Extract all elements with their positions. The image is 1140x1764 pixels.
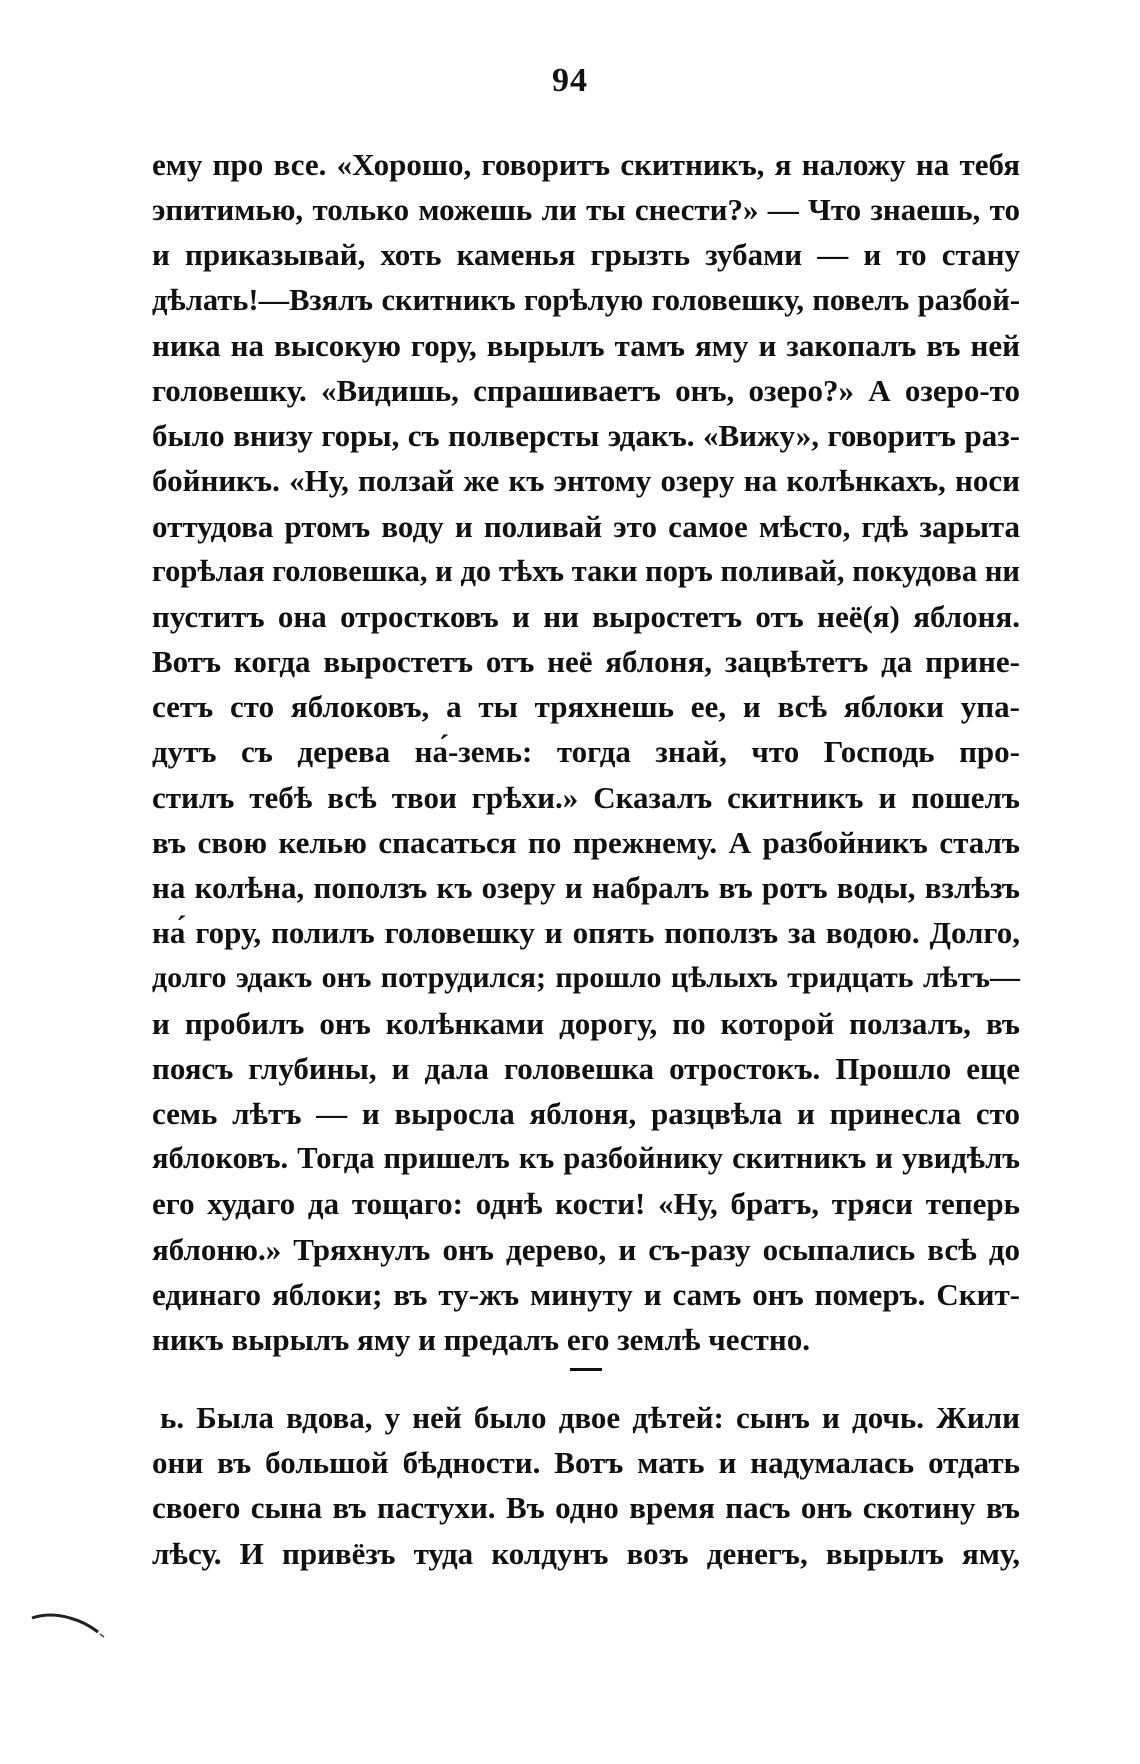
margin-scribble-mark: [30, 1610, 110, 1640]
section-separator: [570, 1368, 602, 1371]
paragraph-widow-story: [152, 1395, 1020, 1576]
text-line: ь. Была вдова, у ней было двое дѣтей: сынъ и дочь. Жили: [160, 1400, 1020, 1435]
page-number: 94: [552, 62, 588, 99]
text-line: было внизу горы, съ полверсты эдакъ. «Вижу», говоритъ раз-: [152, 418, 1020, 454]
text-line: яблоковъ. Тогда пришелъ къ разбойнику скитникъ и увидѣлъ: [152, 1141, 1020, 1176]
text-line: стилъ тебѣ всѣ твои грѣхи.» Сказалъ скитникъ и пошелъ: [152, 779, 1020, 815]
text-line: пуститъ она отростковъ и ни выростетъ отъ неё(я) яблоня.: [152, 598, 1020, 634]
text-line: ему про все. «Хорошо, говоритъ скитникъ, я наложу на тебя: [152, 147, 1020, 182]
text-line: ника на высокую гору, вырылъ тамъ яму и закопалъ въ ней: [152, 327, 1020, 363]
text-line: долго эдакъ онъ потрудился; прошло цѣлыхъ тридцать лѣтъ—: [152, 961, 1020, 995]
text-line: семь лѣтъ — и выросла яблоня, разцвѣла и принесла сто: [152, 1095, 1020, 1131]
text-line: его худаго да тощаго: однѣ кости! «Ну, братъ, тряси теперь: [152, 1186, 1020, 1222]
text-line: никъ вырылъ яму и предалъ его землѣ честно.: [152, 1321, 810, 1357]
text-line: своего сына въ пастухи. Въ одно время пасъ онъ скотину въ: [152, 1490, 1020, 1526]
text-line: лѣсу. И привёзъ туда колдунъ возъ денегъ, вырылъ яму,: [152, 1535, 1020, 1571]
text-line: Вотъ когда выростетъ отъ неё яблоня, зацвѣтетъ да прине-: [152, 644, 1020, 680]
text-line: на колѣна, поползъ къ озеру и набралъ въ ротъ воды, взлѣзъ: [152, 870, 1020, 905]
text-line: на́ гору, полилъ головешку и опять поползъ за водою. Долго,: [152, 915, 1020, 951]
text-line: единаго яблоки; въ ту-жъ минуту и самъ онъ померъ. Скит-: [152, 1276, 1020, 1312]
text-line: поясъ глубины, и дала головешка отростокъ. Прошло еще: [152, 1050, 1020, 1086]
text-line: дѣлать!—Взялъ скитникъ горѣлую головешку, повелъ разбой-: [152, 282, 1020, 317]
text-line: горѣлая головешка, и до тѣхъ таки поръ поливай, покудова ни: [152, 553, 1020, 588]
paragraph-skitnik-story: [152, 142, 1020, 1362]
text-line: яблоню.» Тряхнулъ онъ дерево, и съ-разу осыпались всѣ до: [152, 1231, 1020, 1267]
text-line: бойникъ. «Ну, ползай же къ энтому озеру на колѣнкахъ, носи: [152, 463, 1020, 499]
text-line: и приказывай, хоть каменья грызть зубами — и то стану: [152, 237, 1020, 273]
text-line: сетъ сто яблоковъ, а ты тряхнешь ее, и всѣ яблоки упа-: [152, 689, 1020, 725]
text-line: эпитимью, только можешь ли ты снести?» — Что знаешь, то: [152, 192, 1020, 228]
text-line: оттудова ртомъ воду и поливай это самое мѣсто, гдѣ зарыта: [152, 508, 1020, 544]
text-line: въ свою келью спасаться по прежнему. А разбойникъ сталъ: [152, 824, 1020, 860]
text-line: дутъ съ дерева на́-земь: тогда знай, что Господь про-: [152, 734, 1020, 770]
text-line: и пробилъ онъ колѣнками дорогу, по которой ползалъ, въ: [152, 1005, 1020, 1041]
text-line: головешку. «Видишь, спрашиваетъ онъ, озеро?» А озеро-то: [152, 372, 1020, 408]
text-line: они въ большой бѣдности. Вотъ мать и надумалась отдать: [152, 1445, 1020, 1481]
